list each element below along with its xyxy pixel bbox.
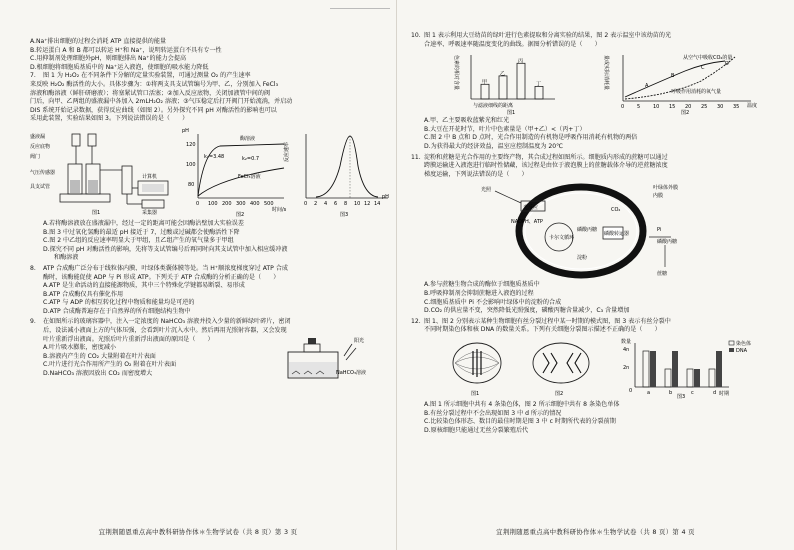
question-number: 8. bbox=[30, 264, 36, 272]
question-7-line: 采用此装置，实验结果如图 3。下列说法错误的是（ ） bbox=[30, 115, 189, 123]
label-funnel: 盛液漏 bbox=[30, 133, 46, 140]
right-page bbox=[397, 0, 794, 550]
chromosome-dna-bar-chart bbox=[621, 337, 761, 399]
q12-fig1-caption: 图1 bbox=[471, 390, 480, 397]
fecl3-curve bbox=[198, 168, 284, 196]
question-10-line: 10. 图 1 表示利用大豆幼苗的绿叶进行色素提取和分离实验的结果，图 2 表示温室中该幼苗的光 bbox=[411, 32, 672, 39]
option-line: A.Na⁺排出细胞的过程会消耗 ATP 直接提供的能量 bbox=[30, 38, 167, 45]
chromosome-bar bbox=[709, 369, 715, 387]
question-11-line: 梯度运输，下列说法错误的是（ ） bbox=[424, 170, 528, 178]
q11-figure bbox=[411, 181, 783, 279]
pigment-bar-label: 丁 bbox=[536, 81, 542, 88]
ph-curve bbox=[316, 136, 378, 197]
svg-text:k₂=0.7: k₂=0.7 bbox=[242, 155, 260, 162]
q12-fig2-caption: 图2 bbox=[555, 390, 564, 397]
right-footer: 宜荆荆随恩重点高中教科研协作体＊生物学试卷（共 8 页）第 4 页 bbox=[496, 528, 695, 536]
pigment-bar-label: 乙 bbox=[500, 71, 506, 78]
pigment-bar-label: 甲 bbox=[482, 79, 488, 86]
q12-fig3-caption: 图3 bbox=[677, 393, 686, 400]
chromosome-bar bbox=[665, 369, 671, 387]
q11-option-a: A.参与蔗糖生物合成的酶位于细胞质基质中 bbox=[424, 281, 540, 289]
q12-bars bbox=[643, 351, 722, 396]
outer-membrane-label: 叶绿体外膜 bbox=[653, 185, 679, 192]
q12-option-c: C.比较染色体形态、数目的最佳时期是图 3 中 c 时期所代表的分裂前期 bbox=[424, 418, 616, 426]
question-12-line: 12. 图 1、图 2 分别表示某种生物细胞有丝分裂过程中某一时期的模式图，图 3 表示有丝分裂中 bbox=[411, 317, 671, 325]
q10-figures bbox=[411, 51, 783, 115]
light-label: 光照 bbox=[481, 187, 492, 194]
triose-phosphate-label: 磷酸丙糖 bbox=[577, 227, 598, 234]
fig2-caption: 图2 bbox=[681, 110, 690, 117]
fig1-caption: 图1 bbox=[92, 209, 101, 216]
question-9-line: 叶片重新浮出液面。光照后叶片重新浮出液面的原因是（ ） bbox=[43, 335, 214, 343]
fecl3-label: FeCl₃溶液 bbox=[238, 173, 261, 180]
mitosis-cell-2 bbox=[527, 337, 597, 399]
nadph-atp-label: NADPH、ATP bbox=[511, 219, 543, 226]
question-number: 9. bbox=[30, 318, 36, 326]
q12-option-d: D.原核细胞只能通过无丝分裂繁殖后代 bbox=[424, 426, 529, 434]
question-9-line: 后，设法减小液面上方的气体压强，会看到叶片沉入水中。然后再用光照射容器，又会发现 bbox=[43, 327, 287, 335]
option-line: D.根细胞将细胞质基质中的 Na⁺运入液泡，使细胞的吸水能力降低 bbox=[30, 63, 209, 71]
chromosome-bar bbox=[687, 369, 693, 387]
solution-label: NaHCO₃溶液 bbox=[336, 370, 366, 377]
category-label: a bbox=[647, 389, 651, 396]
dna-bar bbox=[672, 351, 678, 387]
question-8-line: 酶时，该酶能促使 ADP 与 Pi 形成 ATP。下列关于 ATP 合成酶的分析正确的是（ ） bbox=[43, 273, 280, 281]
pigment-bars bbox=[481, 57, 543, 99]
q7-option-c: C.图 2 中乙组的反应速率明显大于甲组，且乙组产生的氧气量多于甲组 bbox=[43, 237, 234, 245]
svg-text:0: 0 bbox=[304, 200, 308, 207]
chloroplast-diagram bbox=[481, 181, 711, 279]
transporter-label: 磷酸转运器 bbox=[604, 231, 630, 238]
svg-text:温度: 温度 bbox=[747, 103, 758, 110]
fig1-xlabel: 与滤液细线的距离 bbox=[473, 103, 514, 110]
svg-text:2: 2 bbox=[314, 200, 318, 207]
q10-option-d: D.为获得最大的经济效益，温室应控制温度为 20℃ bbox=[424, 142, 563, 150]
curve1-label: 从空气中吸收CO₂的量 bbox=[683, 55, 733, 62]
starch-label: 淀粉 bbox=[577, 255, 588, 262]
svg-text:12: 12 bbox=[364, 200, 371, 207]
svg-text:80: 80 bbox=[188, 181, 195, 188]
calvin-cycle-label: 卡尔文循环 bbox=[549, 235, 575, 242]
q7-option-b: B.图 3 中过氧化氢酶的最适 pH 接近于 7，过酸或过碱都会使酶活性下降 bbox=[43, 228, 240, 236]
light-reaction-box: 光反应 bbox=[523, 205, 539, 212]
mitosis-cell-1 bbox=[447, 337, 507, 399]
temp-tick: 5 bbox=[637, 104, 641, 111]
inner-membrane-label: 内膜 bbox=[653, 193, 664, 200]
svg-text:100: 100 bbox=[186, 161, 196, 168]
temperature-rate-chart bbox=[601, 51, 761, 115]
svg-text:0: 0 bbox=[629, 387, 633, 394]
sunlight-label: 阳光 bbox=[354, 338, 365, 345]
svg-text:A: A bbox=[645, 83, 649, 90]
svg-text:300: 300 bbox=[236, 200, 246, 207]
pi-label: Pi bbox=[657, 227, 662, 234]
q10-option-a: A.甲、乙主要吸收蓝紫光和红光 bbox=[424, 117, 510, 125]
temp-tick: 35 bbox=[733, 104, 740, 111]
svg-text:C: C bbox=[701, 65, 705, 72]
dna-bar bbox=[694, 369, 700, 387]
category-label: c bbox=[691, 389, 694, 396]
fig2-ylabel: pH bbox=[182, 127, 189, 134]
category-label: b bbox=[669, 389, 673, 396]
q8-option-b: B.ATP 合成酶仅具有催化作用 bbox=[43, 290, 124, 298]
option-line: B.转运蛋白 A 和 B 都可以转运 H⁺和 Na⁺，说明转运蛋白不具有专一性 bbox=[30, 46, 222, 54]
question-number: 10. bbox=[411, 32, 421, 39]
pigment-bar bbox=[481, 84, 489, 99]
q8-option-d: D.ATP 合成酶普遍存在于自然界的所有细胞结构生物中 bbox=[43, 307, 191, 315]
svg-text:k₁=3.48: k₁=3.48 bbox=[204, 153, 225, 160]
q9-container-diagram bbox=[282, 334, 372, 384]
label-valve: 阀门 bbox=[30, 153, 41, 160]
q9-option-c: C.叶片进行光合作用所产生的 O₂ 附着在叶片表面 bbox=[43, 361, 177, 369]
q7-option-d-cont: 和酶溶液 bbox=[54, 254, 79, 262]
question-number: 7. bbox=[30, 72, 36, 80]
svg-text:D: D bbox=[725, 61, 729, 68]
question-9-line: 9. 在如图所示的玻璃容器中，注入一定浓度的 NaHCO₃ 溶液并投入少量的新鲜绿叶碎片，密闭 bbox=[30, 318, 291, 326]
question-11-line: 11. 淀粉和蔗糖是光合作用的主要终产物，其合成过程如图所示。细胞质内形成的蔗糖可以通过 bbox=[411, 153, 668, 161]
svg-text:2n: 2n bbox=[623, 364, 630, 371]
label-tube: 具支试管 bbox=[30, 183, 51, 190]
pigment-bar-chart bbox=[451, 51, 561, 115]
svg-text:B: B bbox=[671, 73, 675, 80]
q10-option-b: B.大豆在开花时节，叶片中色素量是（甲+乙）<（丙+丁） bbox=[424, 125, 586, 133]
dna-bar bbox=[716, 351, 722, 387]
q8-option-c: C.ATP 与 ADP 的相互转化过程中物质和能量均是可逆的 bbox=[43, 299, 195, 307]
q10-option-c: C.图 2 中 B 点和 D 点时，光合作用制造的有机物是呼吸作用消耗有机物的两倍 bbox=[424, 134, 638, 142]
pigment-bar bbox=[499, 76, 507, 99]
temp-tick: 15 bbox=[669, 104, 676, 111]
question-11-line: 跨膜运输进入液泡进行临时性储藏，该过程是由位于液泡膜上的蔗糖载体介导的逆蔗糖浓度 bbox=[424, 162, 668, 170]
label-substrate: 反应底物 bbox=[30, 143, 51, 150]
q12-figures bbox=[411, 337, 783, 399]
svg-text:500: 500 bbox=[264, 200, 274, 207]
svg-text:时间/s: 时间/s bbox=[272, 206, 287, 213]
header-rule bbox=[330, 8, 390, 9]
temp-tick: 0 bbox=[621, 104, 625, 111]
apparatus-diagram bbox=[30, 126, 180, 218]
label-collector: 采集器 bbox=[142, 209, 158, 216]
fig2-ylabel: 量或实际消耗量 bbox=[603, 55, 609, 91]
pigment-bar bbox=[517, 63, 525, 99]
question-7-line: 来反映 H₂O₂ 酶活性的大小。具体步骤为：①将两支具支试管编号为甲、乙，分别加入 FeCl₃ bbox=[30, 80, 279, 88]
label-computer: 计算机 bbox=[142, 173, 158, 180]
category-label: d bbox=[713, 389, 717, 396]
svg-text:100: 100 bbox=[208, 200, 218, 207]
question-number: 11. bbox=[411, 153, 421, 161]
fig2-caption: 图2 bbox=[236, 211, 245, 218]
q11-option-b: B.呼吸抑制剂会抑制蔗糖进入液泡的过程 bbox=[424, 289, 534, 297]
co2-label: CO₂ bbox=[611, 207, 621, 214]
svg-text:14: 14 bbox=[374, 200, 381, 207]
dna-bar bbox=[650, 351, 656, 387]
label-sensor: 气压传感器 bbox=[30, 169, 56, 176]
curve2-label: 呼吸作用消耗的氧气量 bbox=[671, 89, 722, 96]
temp-tick: 30 bbox=[717, 104, 724, 111]
legend-chromosome: 染色体 bbox=[736, 340, 752, 347]
pigment-bar bbox=[535, 87, 543, 100]
left-column bbox=[30, 38, 388, 384]
q12-option-a: A.图 1 所示细胞中共有 4 条染色体，图 2 所示细胞中共有 8 条染色单体 bbox=[424, 400, 620, 408]
fig3-caption: 图3 bbox=[340, 211, 349, 218]
temp-tick: 10 bbox=[653, 104, 660, 111]
q11-option-d: D.CO₂ 的供应量不变，突然降低光照强度，磷酸丙糖含量减少，C₃ 含量增加 bbox=[424, 307, 630, 315]
question-8-line: 8. ATP 合成酶广泛分布于线粒体内膜、叶绿体类囊体膜等处。当 H⁺顺浓度梯度穿过 ATP 合成 bbox=[30, 264, 288, 272]
svg-text:200: 200 bbox=[222, 200, 232, 207]
temp-tick: 25 bbox=[701, 104, 708, 111]
q11-option-c: C.细胞质基质中 Pi 不会影响叶绿体中的淀粉的合成 bbox=[424, 298, 562, 306]
q9-option-b: B.溶液内产生的 CO₂ 大量附着在叶片表面 bbox=[43, 352, 156, 360]
q12-option-b: B.有丝分裂过程中不会出现如图 3 中 d 所示的情况 bbox=[424, 409, 562, 417]
q7-option-d: D.探究不同 pH 对酶活性的影响，先将等支试管编号后再同时向其支试管中加入相应缓冲液 bbox=[43, 245, 288, 253]
question-number: 12. bbox=[411, 317, 421, 325]
svg-text:pH: pH bbox=[382, 193, 389, 200]
q9-option-a: A.叶片吸水膨胀，密度减小 bbox=[43, 344, 117, 352]
temp-tick: 20 bbox=[685, 104, 692, 111]
sucrose-label: 蔗糖 bbox=[657, 271, 668, 278]
legend-dna: DNA bbox=[736, 347, 748, 354]
fig2-chart bbox=[180, 126, 290, 218]
svg-text:4: 4 bbox=[324, 200, 328, 207]
enzyme-label: 酶溶液 bbox=[240, 135, 256, 142]
triose-out-label: 磷酸丙糖 bbox=[657, 239, 678, 246]
svg-text:8: 8 bbox=[344, 200, 348, 207]
q8-option-a: A.ATP 是生命活动的直接能源物质，其中三个特殊化学键都易断裂、易形成 bbox=[43, 282, 245, 290]
left-footer: 宜荆荆随恩重点高中教科研协作体＊生物学试卷（共 8 页）第 3 页 bbox=[98, 528, 298, 536]
option-line: C.用抑制剂处理细胞外pH，则细胞排出 Na⁺的能力会提高 bbox=[30, 55, 187, 63]
question-7-line: 门后，向甲、乙两组的盛液漏中各加入 2mLH₂O₂ 溶液；③气压稳定后打开阀门开始流淌，并启动 bbox=[30, 98, 293, 106]
pigment-bar-label: 丙 bbox=[518, 58, 524, 65]
q7-option-a: A.若将酶溶液放在盛液漏中，经过一定的距离可能会因酶沾壁加大实验误差 bbox=[43, 219, 244, 227]
svg-text:10: 10 bbox=[354, 200, 361, 207]
fig1-ylabel: 色素的相对含量 bbox=[453, 55, 459, 91]
question-12-line: 不同时期染色体和核 DNA 的数量关系。下列有关细胞分裂图示描述不正确的是（ ） bbox=[424, 326, 661, 334]
question-7-line: 溶液和酶溶液（鲜肝研磨液）；将塞紧试管口活塞；②加入反应底物，关闭加液管中间的阀 bbox=[30, 89, 271, 97]
q12-fig3-ylabel: 数量 bbox=[621, 338, 632, 345]
chromosome-bar bbox=[643, 351, 649, 387]
question-7-line: DIS 系统开始记录数据，获得反应曲线（如图 2）。另外探究不同 pH 对酶活性的影响也可以 bbox=[30, 106, 277, 114]
svg-text:4n: 4n bbox=[623, 346, 630, 353]
svg-text:0: 0 bbox=[196, 200, 200, 207]
fig3-chart bbox=[284, 126, 392, 218]
right-column bbox=[411, 32, 783, 435]
q7-figures bbox=[30, 126, 388, 218]
svg-text:时期: 时期 bbox=[719, 390, 730, 397]
q9-option-d: D.NaHCO₃ 溶液因放出 CO₂ 而密度增大 bbox=[43, 370, 153, 378]
svg-text:6: 6 bbox=[334, 200, 338, 207]
fig3-ylabel: 反应速率 bbox=[284, 141, 290, 162]
svg-text:400: 400 bbox=[250, 200, 260, 207]
svg-text:120: 120 bbox=[186, 141, 196, 148]
question-10-line: 合速率、呼吸速率随温度变化的曲线。据图分析错误的是（ ） bbox=[424, 40, 601, 48]
fig1-caption: 图1 bbox=[507, 110, 516, 117]
question-7-line: 7. 图 1 为 H₂O₂ 在不同条件下分解的定量实验装置，可通过测量 O₂ 的产生速率 bbox=[30, 72, 251, 80]
